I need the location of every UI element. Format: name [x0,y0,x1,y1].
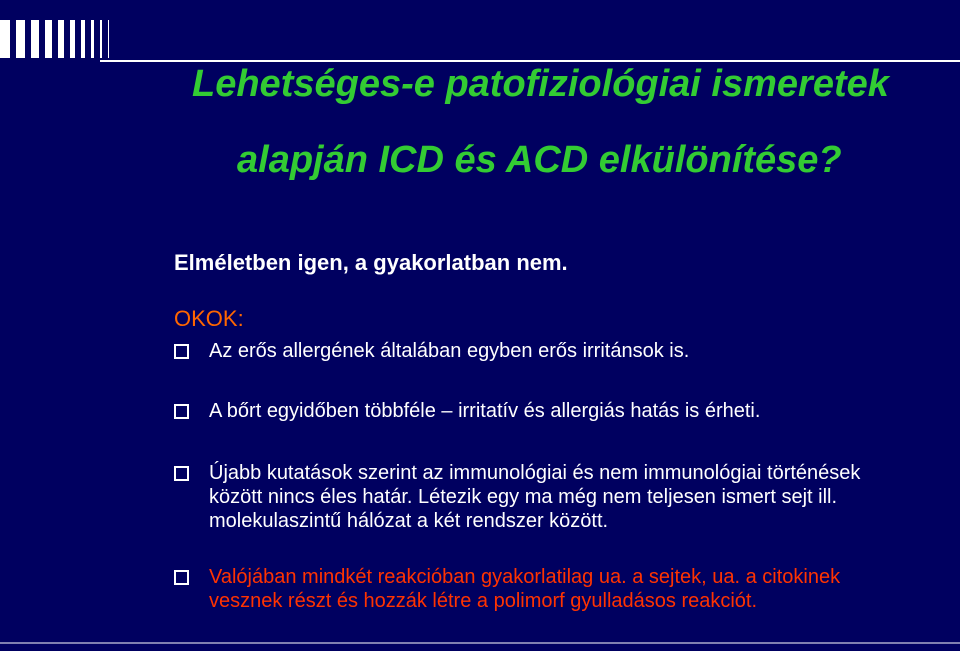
bullet-text: Az erős allergének általában egyben erős irritánsok is. [209,340,690,362]
slide-title-line-1: Lehetséges-e patofiziológiai ismeretek [192,63,889,105]
intro-text: Elméletben igen, a gyakorlatban nem. [174,250,568,275]
bullet-item [174,461,934,533]
square-bullet-icon [174,570,189,585]
reasons-heading: OKOK: [174,306,244,331]
bullet-text: Újabb kutatások szerint az immunológiai és nem immunológiai történések között nincs éles határ. Létezik egy ma még nem teljesen ismert sejt ill. molekulaszintű hálózat a két rendszer között. [209,462,861,532]
slide-title-line-2: alapján ICD és ACD elkülönítése? [237,139,842,181]
decorative-stripes [0,20,260,58]
square-bullet-icon [174,404,189,419]
footer-divider [0,642,960,644]
bullet-item [174,399,934,423]
square-bullet-icon [174,344,189,359]
bullet-item [174,339,934,363]
bullet-item-highlight [174,565,934,613]
bullet-text: A bőrt egyidőben többféle – irritatív és allergiás hatás is érheti. [209,400,761,422]
square-bullet-icon [174,466,189,481]
bullet-text: Valójában mindkét reakcióban gyakorlatilag ua. a sejtek, ua. a citokinek vesznek részt és hozzák létre a polimorf gyulladásos reakciót. [209,566,841,612]
